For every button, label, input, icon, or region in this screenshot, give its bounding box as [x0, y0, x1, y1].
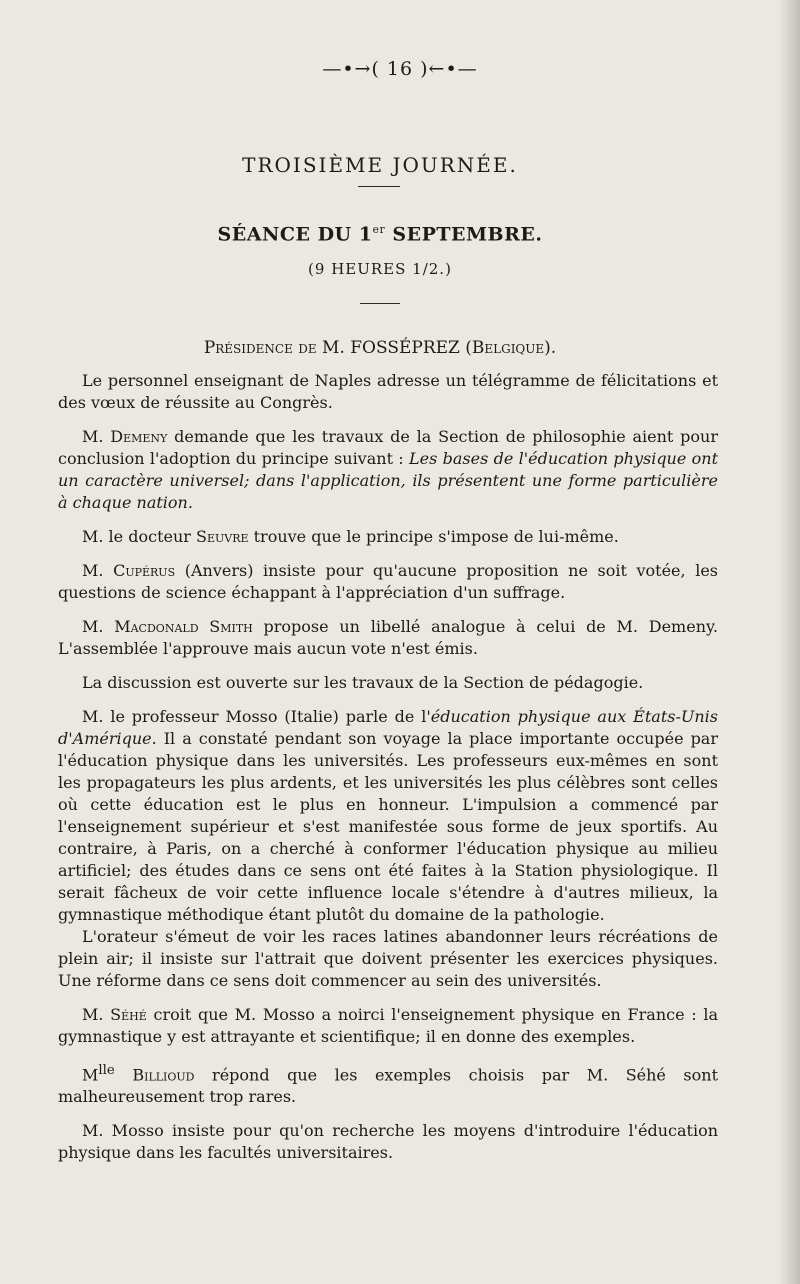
paragraph-10-m: M	[82, 1065, 99, 1085]
paragraph-7	[58, 706, 718, 926]
speaker-billioud: Billioud	[114, 1065, 195, 1085]
paragraph-7-quote: éducation physique aux États-Unis d'Amérique.	[58, 707, 718, 748]
page-title: TROISIÈME JOURNÉE.	[242, 153, 518, 178]
paragraph-10-text: répond que les exemples choisis par M. Séhé sont malheureusement trop rares.	[58, 1065, 718, 1107]
speaker-cuperus: Cupérus	[113, 561, 176, 580]
session-heading-suffix: SEPTEMBRE.	[385, 223, 543, 246]
session-divider	[360, 303, 400, 304]
paragraph-3-pre: M. le docteur	[82, 527, 196, 546]
paragraph-2-quote: Les bases de l'éducation physique ont un caractère universel; dans l'application, ils présentent une forme particulière à chaque nation.	[58, 449, 719, 512]
paragraph-1: Le personnel enseignant de Naples adresse un télégramme de félicitations et des vœux de réussite au Congrès.	[58, 371, 718, 412]
president-name: M. FOSSÉPREZ	[322, 338, 460, 358]
paragraph-5	[58, 616, 718, 660]
paragraph-4-m: M.	[82, 561, 114, 580]
paragraph-3	[58, 526, 718, 548]
title-divider	[358, 186, 400, 187]
paragraph-4-text: (Anvers) insiste pour qu'aucune proposition ne soit votée, les questions de science échappant à l'appréciation d'un suffrage.	[58, 561, 719, 602]
page-number-header: —•→( 16 )←•—	[322, 58, 478, 80]
paragraph-6: La discussion est ouverte sur les travaux de la Section de pédagogie.	[82, 673, 644, 692]
speaker-seuvre: Seuvre	[196, 527, 249, 546]
paragraph-7-pre: M. le professeur Mosso (Italie) parle de l'	[82, 707, 431, 726]
paragraph-8: L'orateur s'émeut de voir les races latines abandonner leurs récréations de plein air; il insiste sur l'attrait que doivent présenter les exercices physiques. Une réforme dans ce sens doit commencer au sein des universités.	[58, 927, 718, 990]
paragraph-9-text: croit que M. Mosso a noirci l'enseignement physique en France : la gymnastique y est attrayante et scientifique; il en donne des exemples.	[58, 1005, 718, 1046]
page-edge-shadow	[778, 0, 800, 1284]
body-text	[58, 370, 718, 1176]
speaker-sehe: Séhé	[110, 1005, 147, 1024]
session-heading-prefix: SÉANCE DU 1	[217, 223, 373, 246]
paragraph-10-sup: lle	[98, 1063, 115, 1078]
paragraph-9	[58, 1004, 718, 1048]
paragraph-5-text: propose un libellé analogue à celui de M. Demeny. L'assemblée l'approuve mais aucun vote n'est émis.	[58, 617, 718, 658]
paragraph-4	[58, 560, 718, 604]
president-country: (Belgique).	[465, 338, 557, 358]
paragraph-2	[58, 426, 718, 514]
paragraph-3-text: trouve que le principe s'impose de lui-même.	[248, 527, 619, 546]
paragraph-11: M. Mosso insiste pour qu'on recherche les moyens d'introduire l'éducation physique dans les facultés universitaires.	[58, 1121, 718, 1163]
paragraph-7-text: Il a constaté pendant son voyage la place importante occupée par l'éducation physique dans les universités. Les professeurs eux-mêmes en sont les propagateurs les plus ardents, et les universités les plus célèbres sont celles où cette éducation est le plus en honneur. L'impulsion a commencé par l'enseignement supérieur et s'est manifestée sous forme de jeux sportifs. Au contraire, à Paris, on a cherché à conformer l'éducation physique au milieu artificiel; des études dans ce sens ont été faites à la Station physiologique. Il serait fâcheux de voir cette influence locale s'étendre à d'autres milieux, la gymnastique méthodique étant plutôt du domaine de la pathologie.	[58, 729, 718, 924]
speaker-macdonald-smith: Macdonald Smith	[114, 617, 253, 636]
session-time: (9 HEURES 1/2.)	[308, 260, 452, 278]
session-heading	[0, 223, 760, 245]
paragraph-9-m: M.	[82, 1005, 111, 1024]
paragraph-10	[58, 1060, 718, 1108]
speaker-demeny: Demeny	[110, 427, 168, 446]
paragraph-2-m: M.	[82, 427, 111, 446]
presidence-label: Présidence de	[203, 338, 317, 358]
paragraph-5-m: M.	[82, 617, 115, 636]
session-heading-sup: er	[372, 223, 386, 236]
presidence-line	[0, 338, 760, 358]
paragraph-2-text: demande que les travaux de la Section de philosophie aient pour conclusion l'adoption du principe suivant :	[58, 427, 718, 468]
